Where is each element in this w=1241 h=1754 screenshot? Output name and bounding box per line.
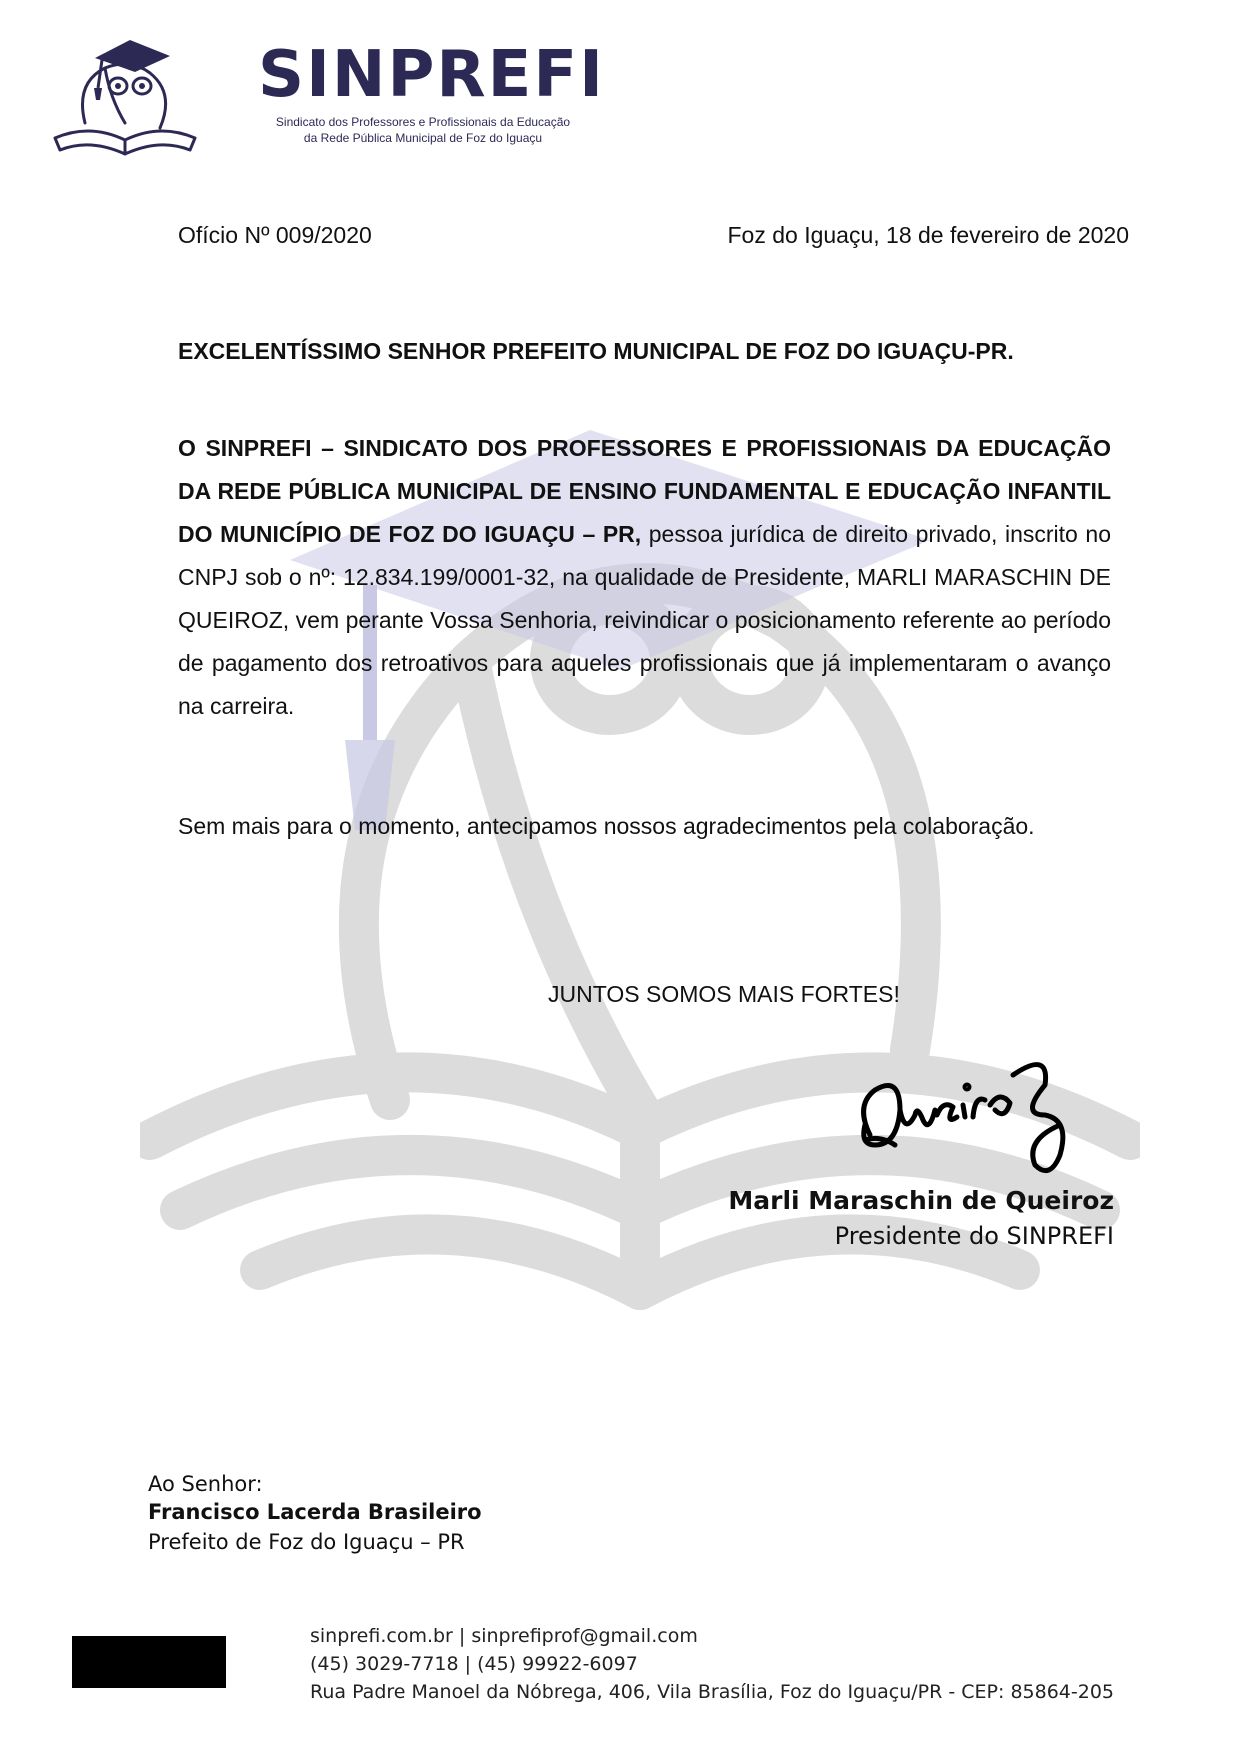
signer-name: Marli Maraschin de Queiroz: [728, 1186, 1114, 1215]
footer-phones: (45) 3029-7718 | (45) 99922-6097: [310, 1653, 638, 1675]
motto: JUNTOS SOMOS MAIS FORTES!: [548, 981, 900, 1007]
recipient-salutation: Ao Senhor:: [148, 1472, 263, 1496]
body-paragraph: [178, 427, 1111, 728]
footer-address: Rua Padre Manoel da Nóbrega, 406, Vila Brasília, Foz do Iguaçu/PR - CEP: 85864-205: [310, 1681, 1115, 1703]
addressee-heading: EXCELENTÍSSIMO SENHOR PREFEITO MUNICIPAL DE FOZ DO IGUAÇU-PR.: [178, 338, 1014, 364]
footer-contact: sinprefi.com.br | sinprefiprof@gmail.com: [310, 1625, 698, 1647]
brand-name: SINPREFI: [258, 38, 605, 112]
redaction-box: [72, 1636, 226, 1688]
owl-logo-icon: [50, 28, 200, 158]
letter-number: Ofício Nº 009/2020: [178, 222, 372, 248]
body-paragraph-text: pessoa jurídica de direito privado, inscrito no CNPJ sob o nº: 12.834.199/0001-32, na qualidade de Presidente, MARLI MARASCHIN DE QUEIROZ, vem perante Vossa Senhoria, reivindicar o posicionamento referente ao período de pagamento dos retroativos para aqueles profissionais que já implementaram o avanço na carreira.: [178, 521, 1111, 719]
signer-role: Presidente do SINPREFI: [834, 1222, 1114, 1250]
body-paragraph-bold: O SINPREFI – SINDICATO DOS PROFESSORES E PROFISSIONAIS DA EDUCAÇÃO DA REDE PÚBLICA MUNICIPAL DE ENSINO FUNDAMENTAL E EDUCAÇÃO INFANTIL DO MUNICÍPIO DE FOZ DO IGUAÇU – PR,: [178, 435, 1111, 547]
signature-icon: [845, 1045, 1075, 1185]
brand-subtitle-line2: da Rede Pública Municipal de Foz do Iguaçu: [303, 131, 543, 145]
brand-subtitle: [258, 114, 588, 146]
brand-subtitle-line1: Sindicato dos Professores e Profissionais da Educação: [275, 115, 571, 129]
closing-line: Sem mais para o momento, antecipamos nossos agradecimentos pela colaboração.: [178, 813, 1035, 839]
letter-date: Foz do Iguaçu, 18 de fevereiro de 2020: [727, 222, 1129, 248]
recipient-name: Francisco Lacerda Brasileiro: [148, 1500, 482, 1524]
recipient-title: Prefeito de Foz do Iguaçu – PR: [148, 1530, 465, 1554]
